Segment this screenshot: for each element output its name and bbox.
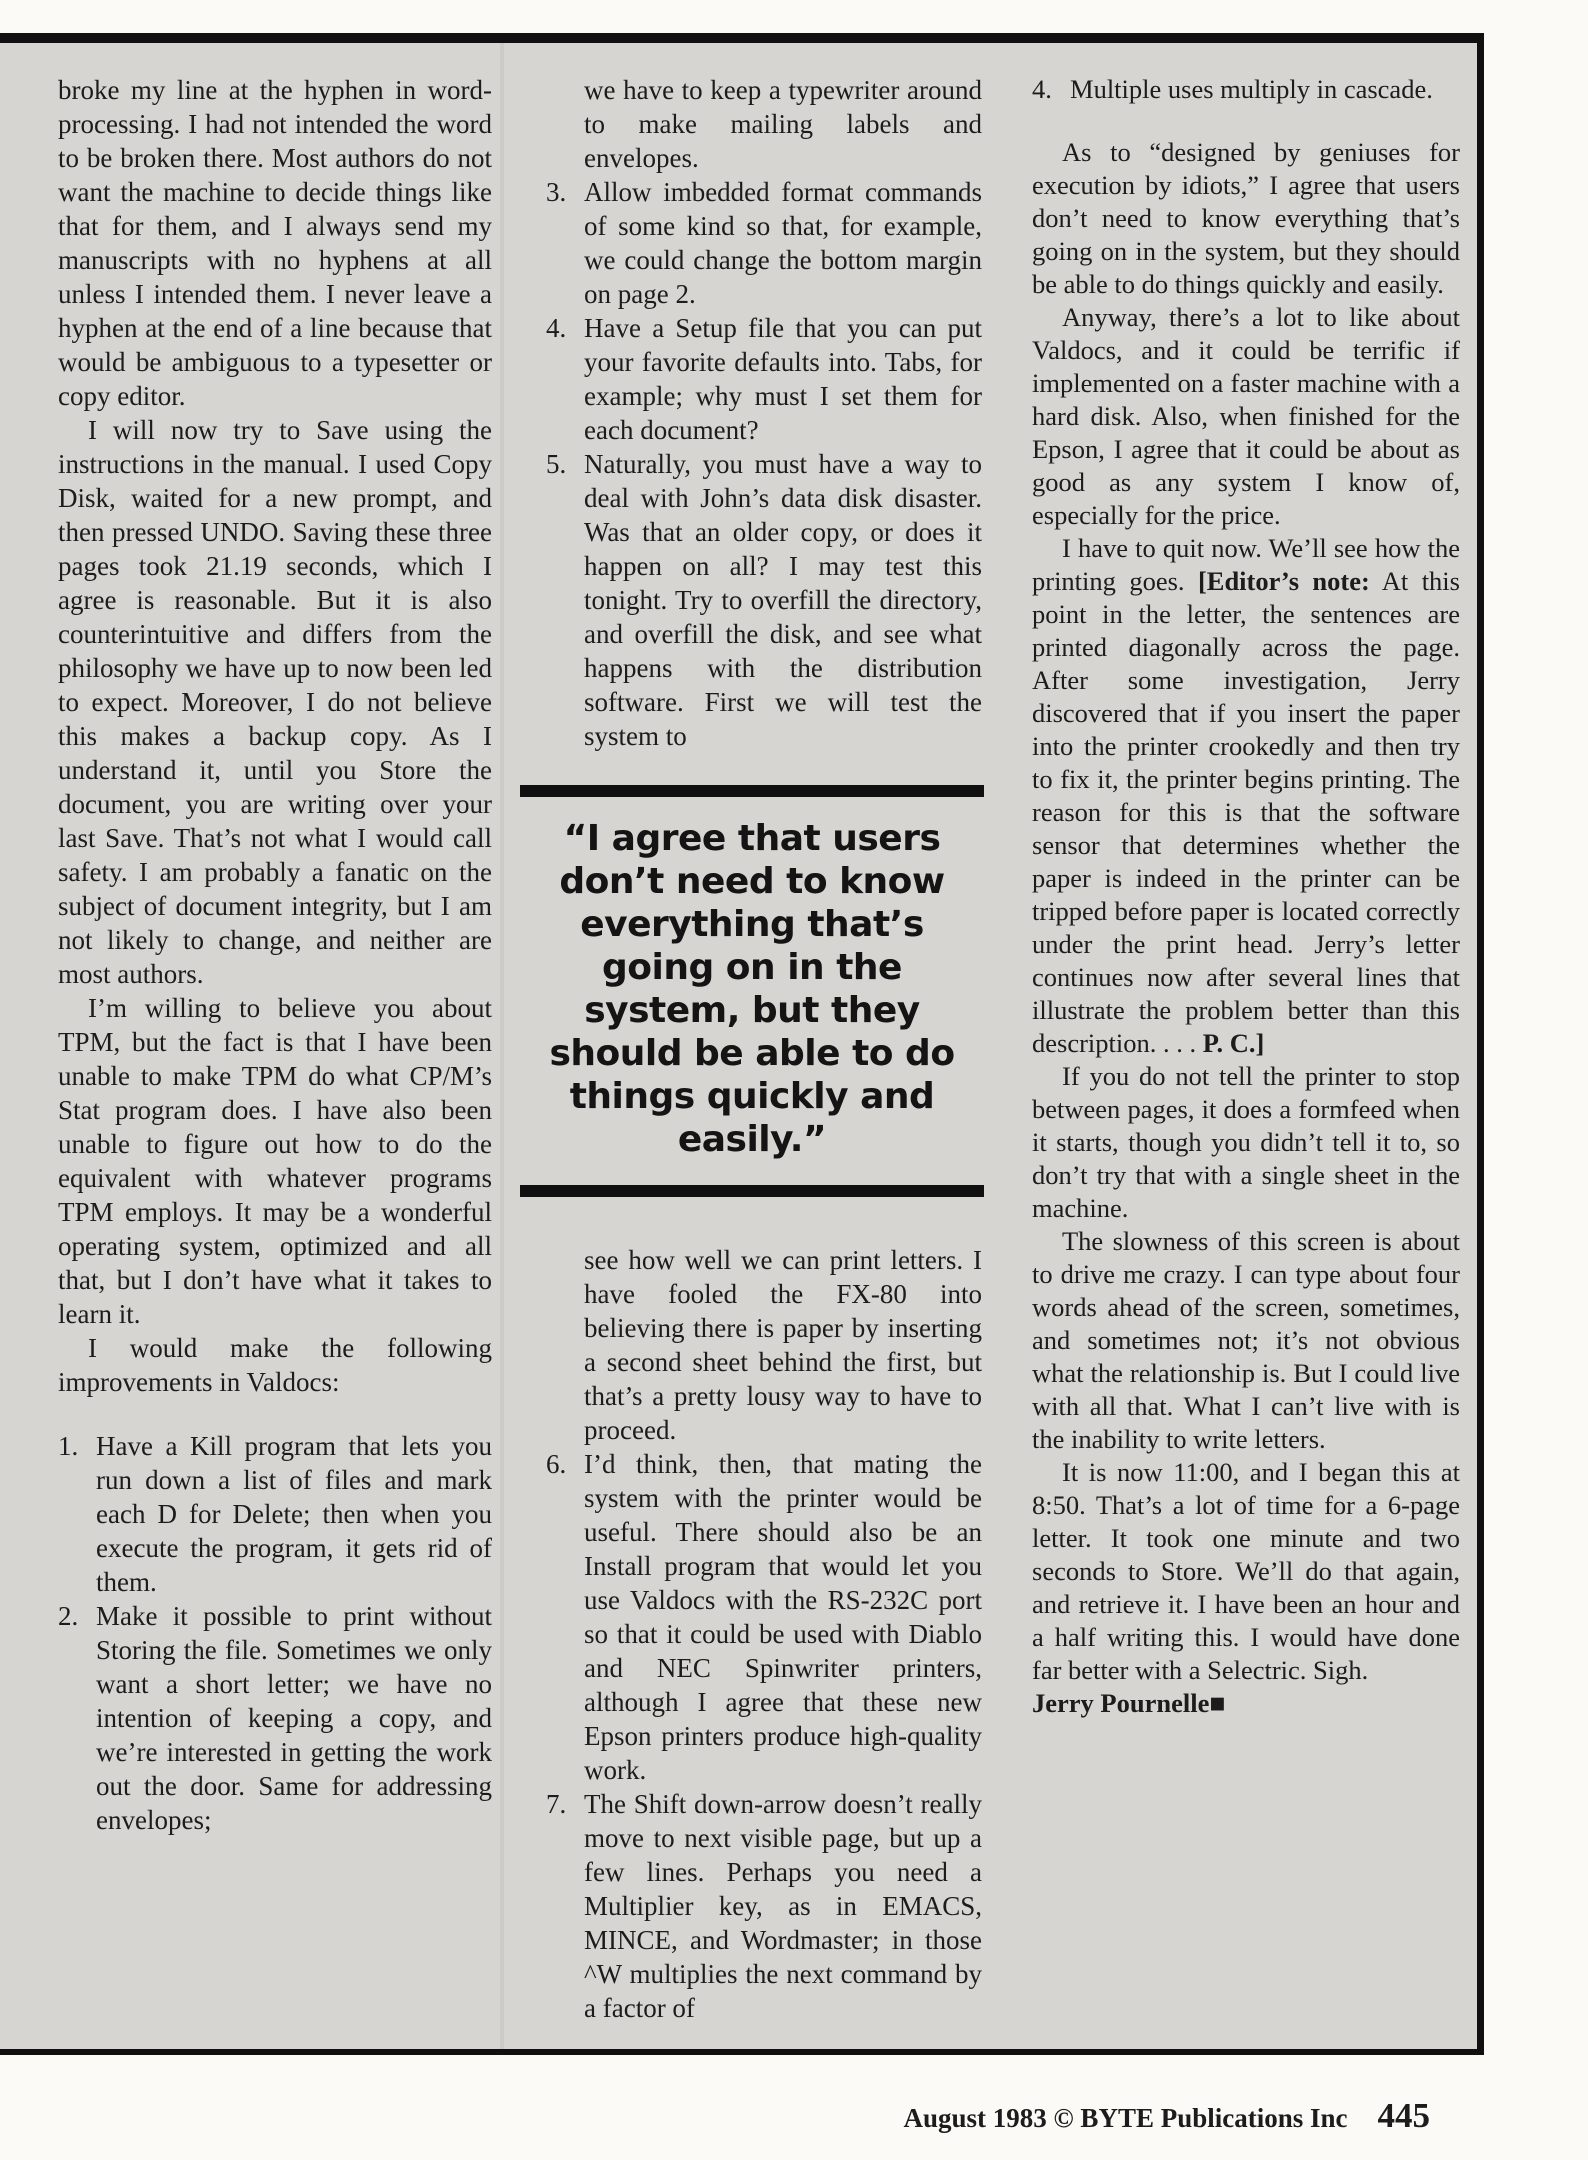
paragraph: As to “designed by geniuses for execution by idiots,” I agree that users don’t need to know everything that’s going on in the system, but they should be able to do things quickly and easily. xyxy=(1032,137,1460,299)
paragraph: If you do not tell the printer to stop between pages, it does a formfeed when it starts, though you didn’t tell it to, so don’t try that with a single sheet in the machine. xyxy=(1032,1061,1460,1223)
list-item-number: 4. xyxy=(546,313,567,343)
list-item xyxy=(546,1447,982,1787)
list-item-text: Naturally, you must have a way to deal with John’s data disk disaster. Was that an older copy, or does it happen on all? I may test this tonight. Try to overfill the directory, and overfill the disk, and see what happens with the distribution software. First we will test the system to xyxy=(584,449,982,751)
list-item xyxy=(58,1599,492,1837)
paragraph: I would make the following improvements in Valdocs: xyxy=(58,1333,492,1397)
spacer xyxy=(1032,106,1460,136)
list-item xyxy=(546,1787,982,2025)
editor-note-initials: P. C.] xyxy=(1202,1028,1265,1058)
list-item-number: 5. xyxy=(546,449,567,479)
list-item xyxy=(58,1429,492,1599)
list-item-number: 4. xyxy=(1032,74,1052,104)
list-item xyxy=(546,175,982,311)
editor-note-lead-text: I have to quit now. We’ll see how the printing goes. xyxy=(1032,533,1460,596)
list-item-text: Have a Kill program that lets you run down a list of files and mark each D for Delete; then when you execute the program, it gets rid of them. xyxy=(96,1431,492,1597)
list-item-number: 2. xyxy=(58,1601,79,1631)
list-item-text: Allow imbedded format commands of some kind so that, for example, we could change the bottom margin on page 2. xyxy=(584,177,982,309)
list-item-number: 6. xyxy=(546,1449,567,1479)
column-middle-top xyxy=(546,73,982,785)
editor-note-label: [Editor’s note: xyxy=(1197,566,1370,596)
list-item-text: Make it possible to print without Storing the file. Sometimes we only want a short letter; we have no intention of keeping a copy, and we’re interested in getting the work out the door. Same for addressing envelopes; xyxy=(96,1601,492,1835)
article-frame xyxy=(0,33,1484,2055)
list-item-number: 1. xyxy=(58,1431,79,1461)
list-item xyxy=(546,447,982,753)
spacer xyxy=(58,1399,492,1429)
list-item-text: I’d think, then, that mating the system with the printer would be useful. There should also be an Install program that would let you use Valdocs with the RS-232C port so that it could be used with Diablo and NEC Spinwriter printers, although I agree that these new Epson printers produce high-quality work. xyxy=(584,1449,982,1785)
paragraph: The slowness of this screen is about to drive me crazy. I can type about four words ahead of the screen, sometimes, and sometimes not; it’s not obvious what the relationship is. But I could live with all that. What I can’t live with is the inability to write letters. xyxy=(1032,1226,1460,1454)
column-middle-bottom xyxy=(546,1243,982,2035)
pull-quote: “I agree that users don’t need to know everything that’s going on in the system, but they should be able to do things quickly and easily.” xyxy=(520,785,984,1197)
list-item-number: 3. xyxy=(546,177,567,207)
list-item-text: Have a Setup file that you can put your favorite defaults into. Tabs, for example; why must I set them for each document? xyxy=(584,313,982,445)
paragraph: see how well we can print letters. I have fooled the FX-80 into believing there is paper by inserting a second sheet behind the first, but that’s a pretty lousy way to have to proceed. xyxy=(584,1245,982,1445)
paragraph: broke my line at the hyphen in word-processing. I had not intended the word to be broken there. Most authors do not want the machine to decide things like that for them, and I always send my manuscripts with no hyphens at all unless I intended them. I never leave a hyphen at the end of a line because that would be ambiguous to a typesetter or copy editor. xyxy=(58,75,492,411)
paragraph xyxy=(1032,532,1460,1060)
page-number: 445 xyxy=(1377,2096,1430,2135)
end-of-article-mark: ■ xyxy=(1209,1688,1226,1718)
column-right xyxy=(1032,73,1460,2051)
paragraph: I will now try to Save using the instructions in the manual. I used Copy Disk, waited for a new prompt, and then pressed UNDO. Saving these three pages took 21.19 seconds, which I agree is reasonable. But it is also counterintuitive and differs from the philosophy we have up to now been led to expect. Moreover, I do not believe this makes a backup copy. As I understand it, until you Store the document, you are writing over your last Save. That’s not what I would call safety. I am probably a fanatic on the subject of document integrity, but I am not likely to change, and neither are most authors. xyxy=(58,415,492,989)
paragraph: I’m willing to believe you about TPM, but the fact is that I have been unable to make TPM do what CP/M’s Stat program does. I have also been unable to figure out how to do the equivalent with whatever programs TPM employs. It may be a wonderful operating system, optimized and all that, but I don’t have what it takes to learn it. xyxy=(58,993,492,1329)
list-item-text: The Shift down-arrow doesn’t really move to next visible page, but up a few lines. Perhaps you need a Multiplier key, as in EMACS, MINCE, and Wordmaster; in those ^W multiplies the next command by a factor of xyxy=(584,1789,982,2023)
list-item xyxy=(546,311,982,447)
paragraph: Anyway, there’s a lot to like about Valdocs, and it could be terrific if implemented on a faster machine with a hard disk. Also, when finished for the Epson, I agree that it could be about as good as any system I know of, especially for the price. xyxy=(1032,302,1460,530)
publication-credit: August 1983 © BYTE Publications Inc xyxy=(903,2103,1348,2133)
paragraph: It is now 11:00, and I began this at 8:50. That’s a lot of time for a 6-page letter. It took one minute and two seconds to Store. We’ll do that again, and retrieve it. I have been an hour and a half writing this. I would have done far better with a Selectric. Sigh. xyxy=(1032,1457,1460,1685)
column-seam-divider xyxy=(500,43,504,2049)
list-item-text: Multiple uses multiply in cascade. xyxy=(1070,74,1433,104)
list-item xyxy=(1032,73,1460,106)
editor-note-body-text: At this point in the letter, the sentences are printed diagonally across the page. After some investigation, Jerry discovered that if you insert the paper into the printer crookedly and then try to fix it, the printer begins printing. The reason for this is that the software sensor that determines whether the paper is indeed in the printer can be tripped before paper is located correctly under the print head. Jerry’s letter continues now after several lines that illustrate the problem better than this description. . . . xyxy=(1032,566,1460,1058)
list-item-number: 7. xyxy=(546,1789,567,1819)
paragraph: we have to keep a typewriter around to make mailing labels and envelopes. xyxy=(584,75,982,173)
author-name: Jerry Pournelle xyxy=(1032,1688,1210,1718)
column-left xyxy=(58,73,492,2025)
author-signature xyxy=(1032,1687,1460,1720)
page-footer xyxy=(903,2096,1430,2136)
